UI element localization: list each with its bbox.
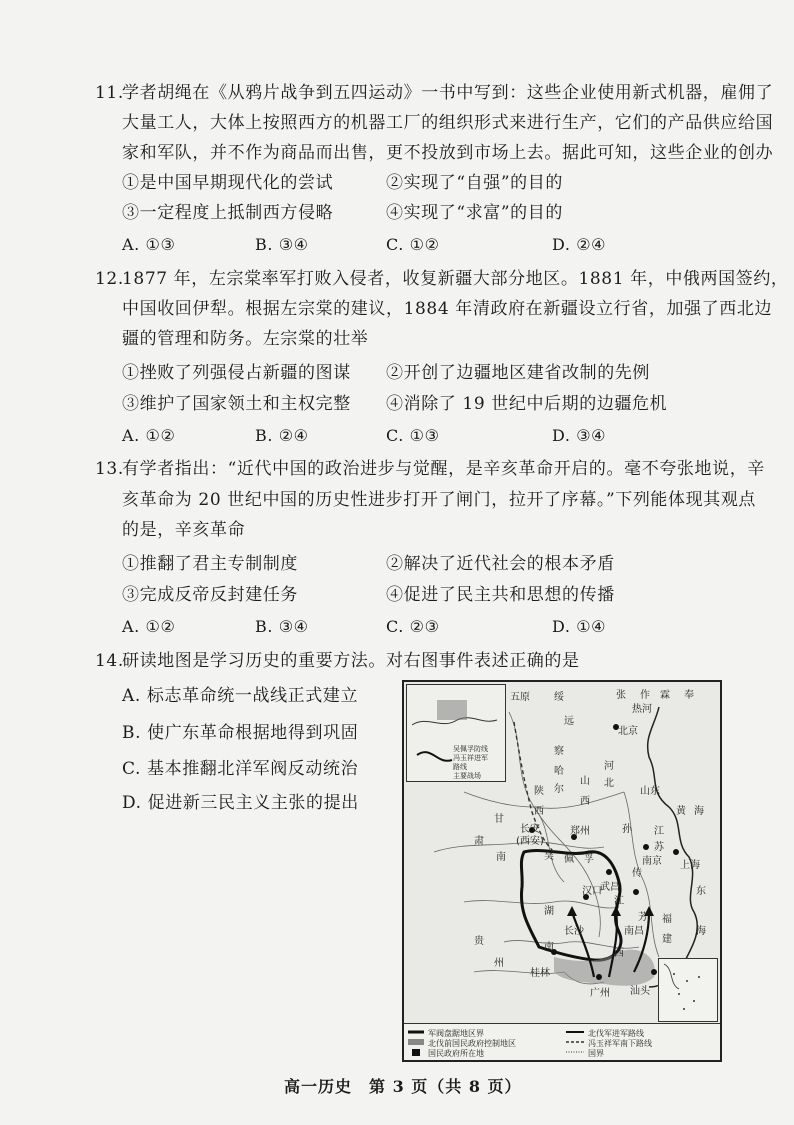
q11-option-a: A. ①③ bbox=[122, 235, 176, 254]
inset-legend-item-3: 路线 bbox=[453, 763, 467, 771]
map-label-pei: 佩 bbox=[564, 854, 574, 865]
map-label-nanjing: 南京 bbox=[642, 856, 662, 867]
map-label-guilin: 桂林 bbox=[530, 968, 550, 979]
map-label-su-2: 苏 bbox=[654, 842, 664, 853]
inset-legend-item-4: 主要战场 bbox=[453, 772, 481, 780]
inset-legend-item-2: 冯玉祥进军 bbox=[453, 754, 488, 762]
map-label-bei: 北 bbox=[604, 778, 614, 789]
q11-stem-line2: 大量工人，大体上按照西方的机器工厂的组织形式来进行生产，它们的产品供应给国 bbox=[122, 113, 774, 133]
legend-symbols bbox=[404, 1024, 720, 1060]
q11-number: 11. bbox=[95, 83, 124, 103]
q11-option-b: B. ③④ bbox=[255, 235, 309, 254]
q13-stem-line2: 亥革命为 20 世纪中国的历史性进步打开了闸门，拉开了序幕。”下列能体现其观点 bbox=[122, 490, 757, 510]
q12-option-b: B. ②④ bbox=[255, 426, 309, 445]
q14-option-c: C. 基本推翻北洋军阀反动统治 bbox=[122, 759, 359, 779]
map-label-nanchang: 南昌 bbox=[624, 926, 644, 937]
map-label-sun: 孙 bbox=[622, 824, 632, 835]
map-label-shandong: 山东 bbox=[640, 786, 660, 797]
map-label-he: 河 bbox=[604, 761, 614, 772]
map-label-nan: 南 bbox=[544, 942, 554, 953]
q13-option-c: C. ②③ bbox=[386, 617, 440, 636]
q12-stem-line3: 疆的管理和防务。左宗棠的壮举 bbox=[122, 329, 369, 349]
legend-item-nationalist-area: 北伐前国民政府控制地区 bbox=[428, 1039, 516, 1048]
map-label-yuan: 远 bbox=[564, 716, 574, 727]
q11-stem-line1: 学者胡绳在《从鸦片战争到五四运动》一书中写到：这些企业使用新式机器，雇佣了 bbox=[122, 83, 774, 103]
q12-item-1: ①挫败了列强侵占新疆的图谋 bbox=[122, 363, 351, 383]
map-south-sea-inset bbox=[658, 958, 718, 1022]
map-label-shantou: 汕头 bbox=[630, 986, 650, 997]
legend-item-warlord-boundary: 军阀盘踞地区界 bbox=[428, 1029, 484, 1038]
q12-number: 12. bbox=[95, 269, 124, 289]
q12-option-d: D. ③④ bbox=[552, 426, 607, 445]
map-label-hu: 湖 bbox=[544, 906, 554, 917]
map-label-changan: 长安 bbox=[520, 824, 540, 835]
map-label-fang: 芳 bbox=[638, 912, 648, 923]
q14-number: 14. bbox=[95, 651, 124, 671]
map-label-chuan: 传 bbox=[632, 868, 642, 879]
map-label-sui: 绥 bbox=[554, 692, 564, 703]
legend-item-capital: 国民政府所在地 bbox=[428, 1049, 484, 1058]
map-label-nan-2: 南 bbox=[496, 852, 506, 863]
map-label-hankou: 汉口 bbox=[582, 886, 602, 897]
q12-item-3: ③维护了国家领土和主权完整 bbox=[122, 394, 351, 414]
map-label-fu: 孚 bbox=[584, 854, 594, 865]
map-label-huang: 黄 bbox=[676, 806, 686, 817]
map-label-changsha: 长沙 bbox=[564, 926, 584, 937]
map-label-fu-2: 福 bbox=[662, 914, 672, 925]
q13-item-1: ①推翻了君主专制制度 bbox=[122, 554, 298, 574]
q14-stem-line1: 研读地图是学习历史的重要方法。对右图事件表述正确的是 bbox=[122, 651, 580, 671]
q12-item-4: ④消除了 19 世纪中后期的边疆危机 bbox=[386, 394, 668, 414]
q12-option-a: A. ①② bbox=[122, 426, 176, 445]
map-label-shanghai: 上海 bbox=[680, 860, 700, 871]
map-label-feng: 奉 bbox=[684, 690, 694, 701]
map-inset-northwest bbox=[406, 684, 506, 782]
map-label-jian: 建 bbox=[662, 934, 672, 945]
q13-number: 13. bbox=[95, 459, 124, 479]
legend-item-border: 国界 bbox=[588, 1049, 604, 1058]
map-label-shaan: 陕 bbox=[534, 786, 544, 797]
q13-item-2: ②解决了近代社会的根本矛盾 bbox=[386, 554, 615, 574]
q11-item-1: ①是中国早期现代化的尝试 bbox=[122, 173, 334, 193]
map-label-zhang: 张 bbox=[616, 690, 626, 701]
q11-option-c: C. ①② bbox=[386, 235, 440, 254]
legend-item-expedition-route: 北伐军进军路线 bbox=[588, 1029, 644, 1038]
northern-expedition-map bbox=[402, 680, 722, 1062]
q14-option-d: D. 促进新三民主义主张的提出 bbox=[122, 793, 359, 813]
q12-option-c: C. ①③ bbox=[386, 426, 440, 445]
map-label-hai-2: 海 bbox=[696, 926, 706, 937]
map-label-guangzhou: 广州 bbox=[590, 988, 610, 999]
map-label-zuo: 作 bbox=[640, 690, 650, 701]
map-label-shanxi-2: 西 bbox=[580, 796, 590, 807]
q13-item-3: ③完成反帝反封建任务 bbox=[122, 585, 298, 605]
map-label-shaanxi-xi: 西 bbox=[534, 806, 544, 817]
map-label-xi-2: 西 bbox=[614, 948, 624, 959]
q11-item-3: ③一定程度上抵制西方侵略 bbox=[122, 203, 334, 223]
map-label-ha: 哈 bbox=[554, 766, 564, 777]
q14-option-a: A. 标志革命统一战线正式建立 bbox=[122, 686, 359, 706]
south-sea-drawing bbox=[659, 959, 717, 1021]
legend-item-feng-route: 冯玉祥军南下路线 bbox=[588, 1039, 652, 1048]
q13-option-b: B. ③④ bbox=[255, 617, 309, 636]
q13-item-4: ④促进了民主共和思想的传播 bbox=[386, 585, 615, 605]
inset-legend-item-1: 吴佩孚防线 bbox=[453, 745, 488, 753]
map-label-jiang-2: 江 bbox=[614, 896, 624, 907]
q11-stem-line3: 家和军队，并不作为商品而出售，更不投放到市场上去。据此可知，这些企业的创办 bbox=[122, 143, 774, 163]
map-label-zhengzhou: 郑州 bbox=[570, 826, 590, 837]
map-label-cha: 察 bbox=[554, 746, 564, 757]
map-label-lin: 霖 bbox=[660, 690, 670, 701]
map-label-wuyuan: 五原 bbox=[510, 692, 530, 703]
q11-item-2: ②实现了“自强”的目的 bbox=[386, 173, 563, 193]
q11-option-d: D. ②④ bbox=[552, 235, 607, 254]
q11-item-4: ④实现了“求富”的目的 bbox=[386, 203, 563, 223]
q12-stem-line1: 1877 年，左宗棠率军打败入侵者，收复新疆大部分地区。1881 年，中俄两国签约， bbox=[122, 269, 789, 289]
map-label-zhou: 州 bbox=[494, 958, 504, 969]
q12-stem-line2: 中国收回伊犁。根据左宗棠的建议，1884 年清政府在新疆设立行省，加强了西北边 bbox=[122, 299, 773, 319]
q13-stem-line1: 有学者指出：“近代中国的政治进步与觉醒，是辛亥革命开启的。毫不夸张地说，辛 bbox=[122, 459, 765, 479]
q14-option-b: B. 使广东革命根据地得到巩固 bbox=[122, 723, 359, 743]
map-label-wuchang: 武昌 bbox=[600, 882, 620, 893]
q12-item-2: ②开创了边疆地区建省改制的先例 bbox=[386, 363, 650, 383]
map-legend bbox=[404, 1023, 720, 1060]
map-label-shanxi-1: 山 bbox=[580, 776, 590, 787]
page-footer: 高一历史 第 3 页（共 8 页） bbox=[284, 1077, 522, 1096]
map-label-gan: 甘 bbox=[494, 814, 504, 825]
map-label-er: 尔 bbox=[554, 784, 564, 795]
inset-legend bbox=[453, 745, 488, 781]
map-label-xian: (西安) bbox=[516, 836, 544, 847]
map-label-wu: 吴 bbox=[544, 851, 554, 862]
q13-stem-line3: 的是，辛亥革命 bbox=[122, 520, 246, 540]
map-label-su: 肃 bbox=[474, 836, 484, 847]
map-label-hai: 海 bbox=[694, 806, 704, 817]
map-label-dong: 东 bbox=[696, 886, 706, 897]
map-label-gui: 贵 bbox=[474, 936, 484, 947]
map-label-rehe: 热河 bbox=[632, 704, 652, 715]
q13-option-d: D. ①④ bbox=[552, 617, 607, 636]
q13-option-a: A. ①② bbox=[122, 617, 176, 636]
map-label-jiang: 江 bbox=[654, 826, 664, 837]
map-label-beijing: 北京 bbox=[618, 726, 638, 737]
